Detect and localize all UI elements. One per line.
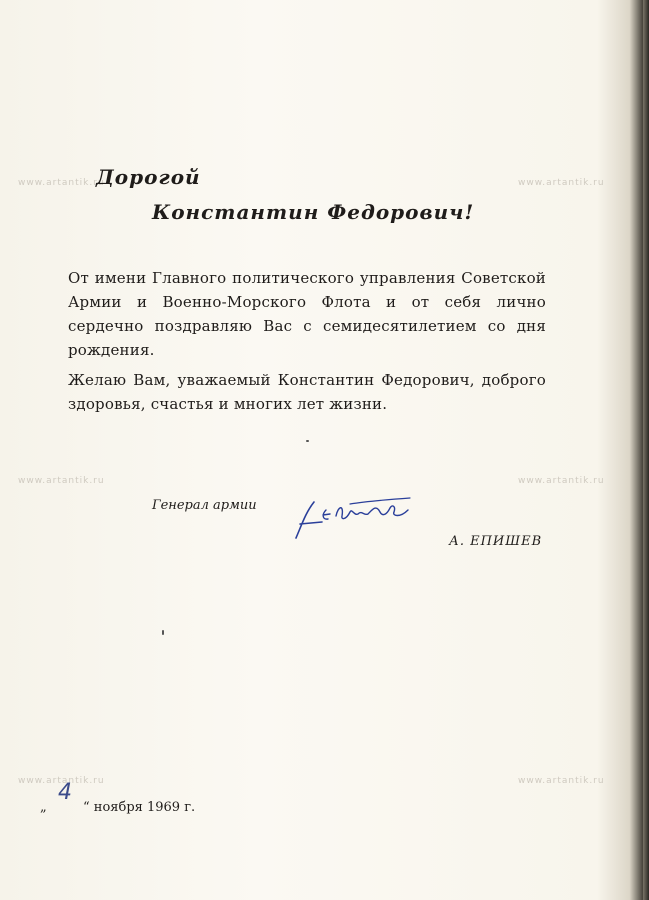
salutation: Дорогой (96, 165, 201, 189)
watermark: www.artantik.ru (18, 476, 105, 486)
watermark: www.artantik.ru (518, 476, 605, 486)
addressee: Константин Федорович! (152, 200, 475, 224)
watermark: www.artantik.ru (518, 178, 605, 188)
watermark: www.artantik.ru (18, 178, 105, 188)
page-edge-shadow (643, 0, 649, 900)
watermark: www.artantik.ru (18, 776, 105, 786)
date-open-quote: „ (40, 800, 47, 815)
letter-body (68, 266, 546, 416)
signer-name: А. ЕПИШЕВ (449, 534, 543, 549)
handwritten-signature (292, 494, 424, 542)
date-month-year: “ ноября 1969 г. (83, 800, 196, 815)
paper-speck (162, 630, 164, 635)
date-day-handwritten: 4 (58, 780, 72, 805)
body-paragraph: От имени Главного политического управления Советской Армии и Военно-Морского Флота и от себя лично сердечно поздравляю Вас с семидесятилетием со дня рождения. (68, 269, 546, 359)
paper-speck (306, 440, 309, 442)
body-paragraph: Желаю Вам, уважаемый Константин Федорович, доброго здоровья, счастья и многих лет жизни. (68, 371, 546, 413)
watermark: www.artantik.ru (518, 776, 605, 786)
signer-title: Генерал армии (152, 498, 257, 513)
